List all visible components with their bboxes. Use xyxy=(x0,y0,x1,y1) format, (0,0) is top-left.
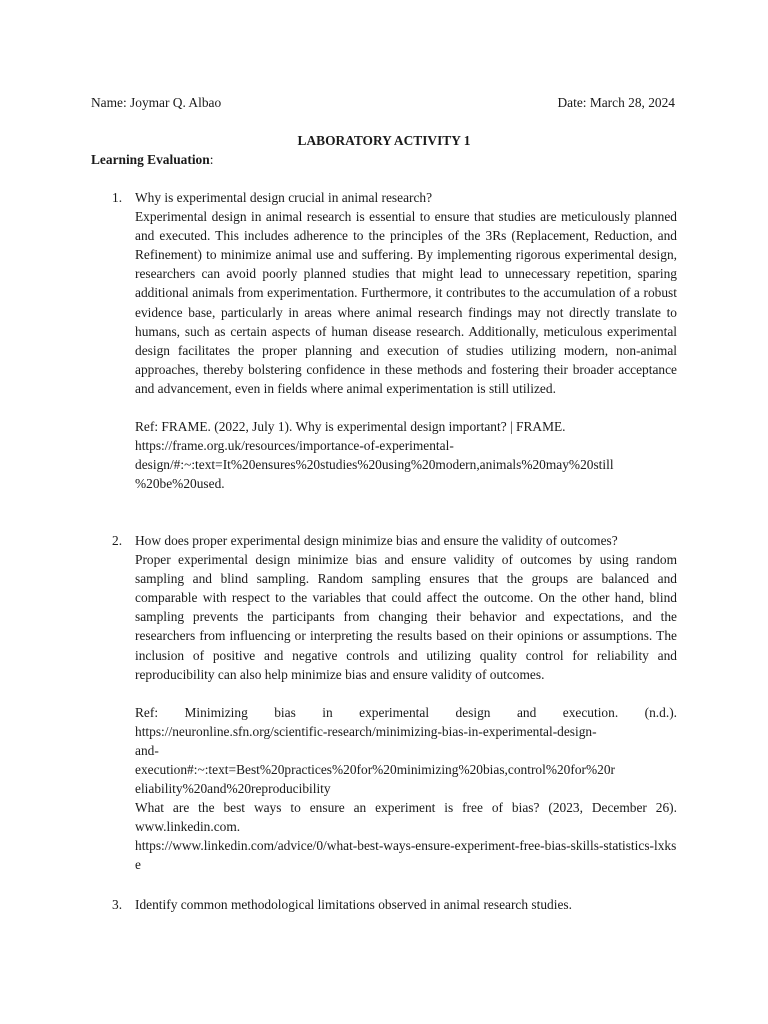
reference-url-line: eliability%20and%20reproducibility xyxy=(135,780,331,796)
page-title: LABORATORY ACTIVITY 1 xyxy=(297,133,471,148)
question-number: 2. xyxy=(112,533,123,548)
answer-text: Proper experimental design minimize bias and ensure validity of outcomes by using random sampling and blind sampling. Random sampling ensures that the groups are balanced and comparable with respect to the variables that could affect the outcome. On the other hand, blind sampling prevents the participants from changing their behavior and expectations, and the researchers from influencing or interpreting the results based on their opinions or assumptions. The inclusion of positive and negative controls and utilizing quality control for reliability and reproducibility can also help minimize bias and ensure validity of outcomes. xyxy=(135,552,677,682)
section-label: Learning Evaluation xyxy=(91,152,210,167)
reference-url-line: %20be%20used. xyxy=(135,476,225,492)
reference-url-line: execution#:~:text=Best%20practices%20for%20minimizing%20bias,control%20for%20r xyxy=(135,761,615,777)
question-item-1 xyxy=(112,188,677,493)
reference-citation: Ref: FRAME. (2022, July 1). Why is experimental design important? | FRAME. xyxy=(135,419,566,435)
reference-url-line: https://neuronline.sfn.org/scientific-research/minimizing-bias-in-experimental-design- xyxy=(135,723,597,739)
question-text: Identify common methodological limitations observed in animal research studies. xyxy=(135,897,572,912)
question-text: How does proper experimental design minimize bias and ensure the validity of outcomes? xyxy=(135,533,618,548)
reference-citation: Ref: Minimizing bias in experimental design and execution. (n.d.). xyxy=(135,704,677,720)
reference-url-line: design/#:~:text=It%20ensures%20studies%20using%20modern,animals%20may%20still xyxy=(135,457,614,473)
activity-date: Date: March 28, 2024 xyxy=(557,95,675,110)
reference-citation-2: What are the best ways to ensure an experiment is free of bias? (2023, December 26). www.linkedin.com. xyxy=(135,799,677,834)
question-number: 1. xyxy=(112,190,123,205)
reference-url-line: https://frame.org.uk/resources/importance-of-experimental- xyxy=(135,438,454,454)
answer-text: Experimental design in animal research is essential to ensure that studies are meticulously planned and executed. This includes adherence to the principles of the 3Rs (Replacement, Reduction, and Refinement) to minimize animal use and suffering. By implementing rigorous experimental design, researchers can avoid poorly planned studies that might lead to unnecessary repetition, sparing additional animals from experimentation. Furthermore, it contributes to the accumulation of a robust evidence base, particularly in areas where animal research findings may not directly translate to humans, such as certain aspects of human disease research. Additionally, meticulous experimental design facilitates the proper planning and execution of studies utilizing modern, non-animal approaches, thereby bolstering confidence in these methods and fostering their broader acceptance and advancement, even in fields where animal experimentation is still utilized. xyxy=(135,209,677,396)
section-heading xyxy=(91,151,213,169)
reference-url-line-2: https://www.linkedin.com/advice/0/what-best-ways-ensure-experiment-free-bias-skills-statistics-lxkse xyxy=(135,837,677,872)
header-row xyxy=(91,94,675,112)
reference-url-line: and- xyxy=(135,742,159,758)
question-item-3 xyxy=(112,895,677,914)
question-text: Why is experimental design crucial in animal research? xyxy=(135,190,433,205)
question-item-2 xyxy=(112,531,677,874)
student-name: Name: Joymar Q. Albao xyxy=(91,95,222,110)
section-colon: : xyxy=(209,152,214,167)
question-number: 3. xyxy=(112,897,123,912)
